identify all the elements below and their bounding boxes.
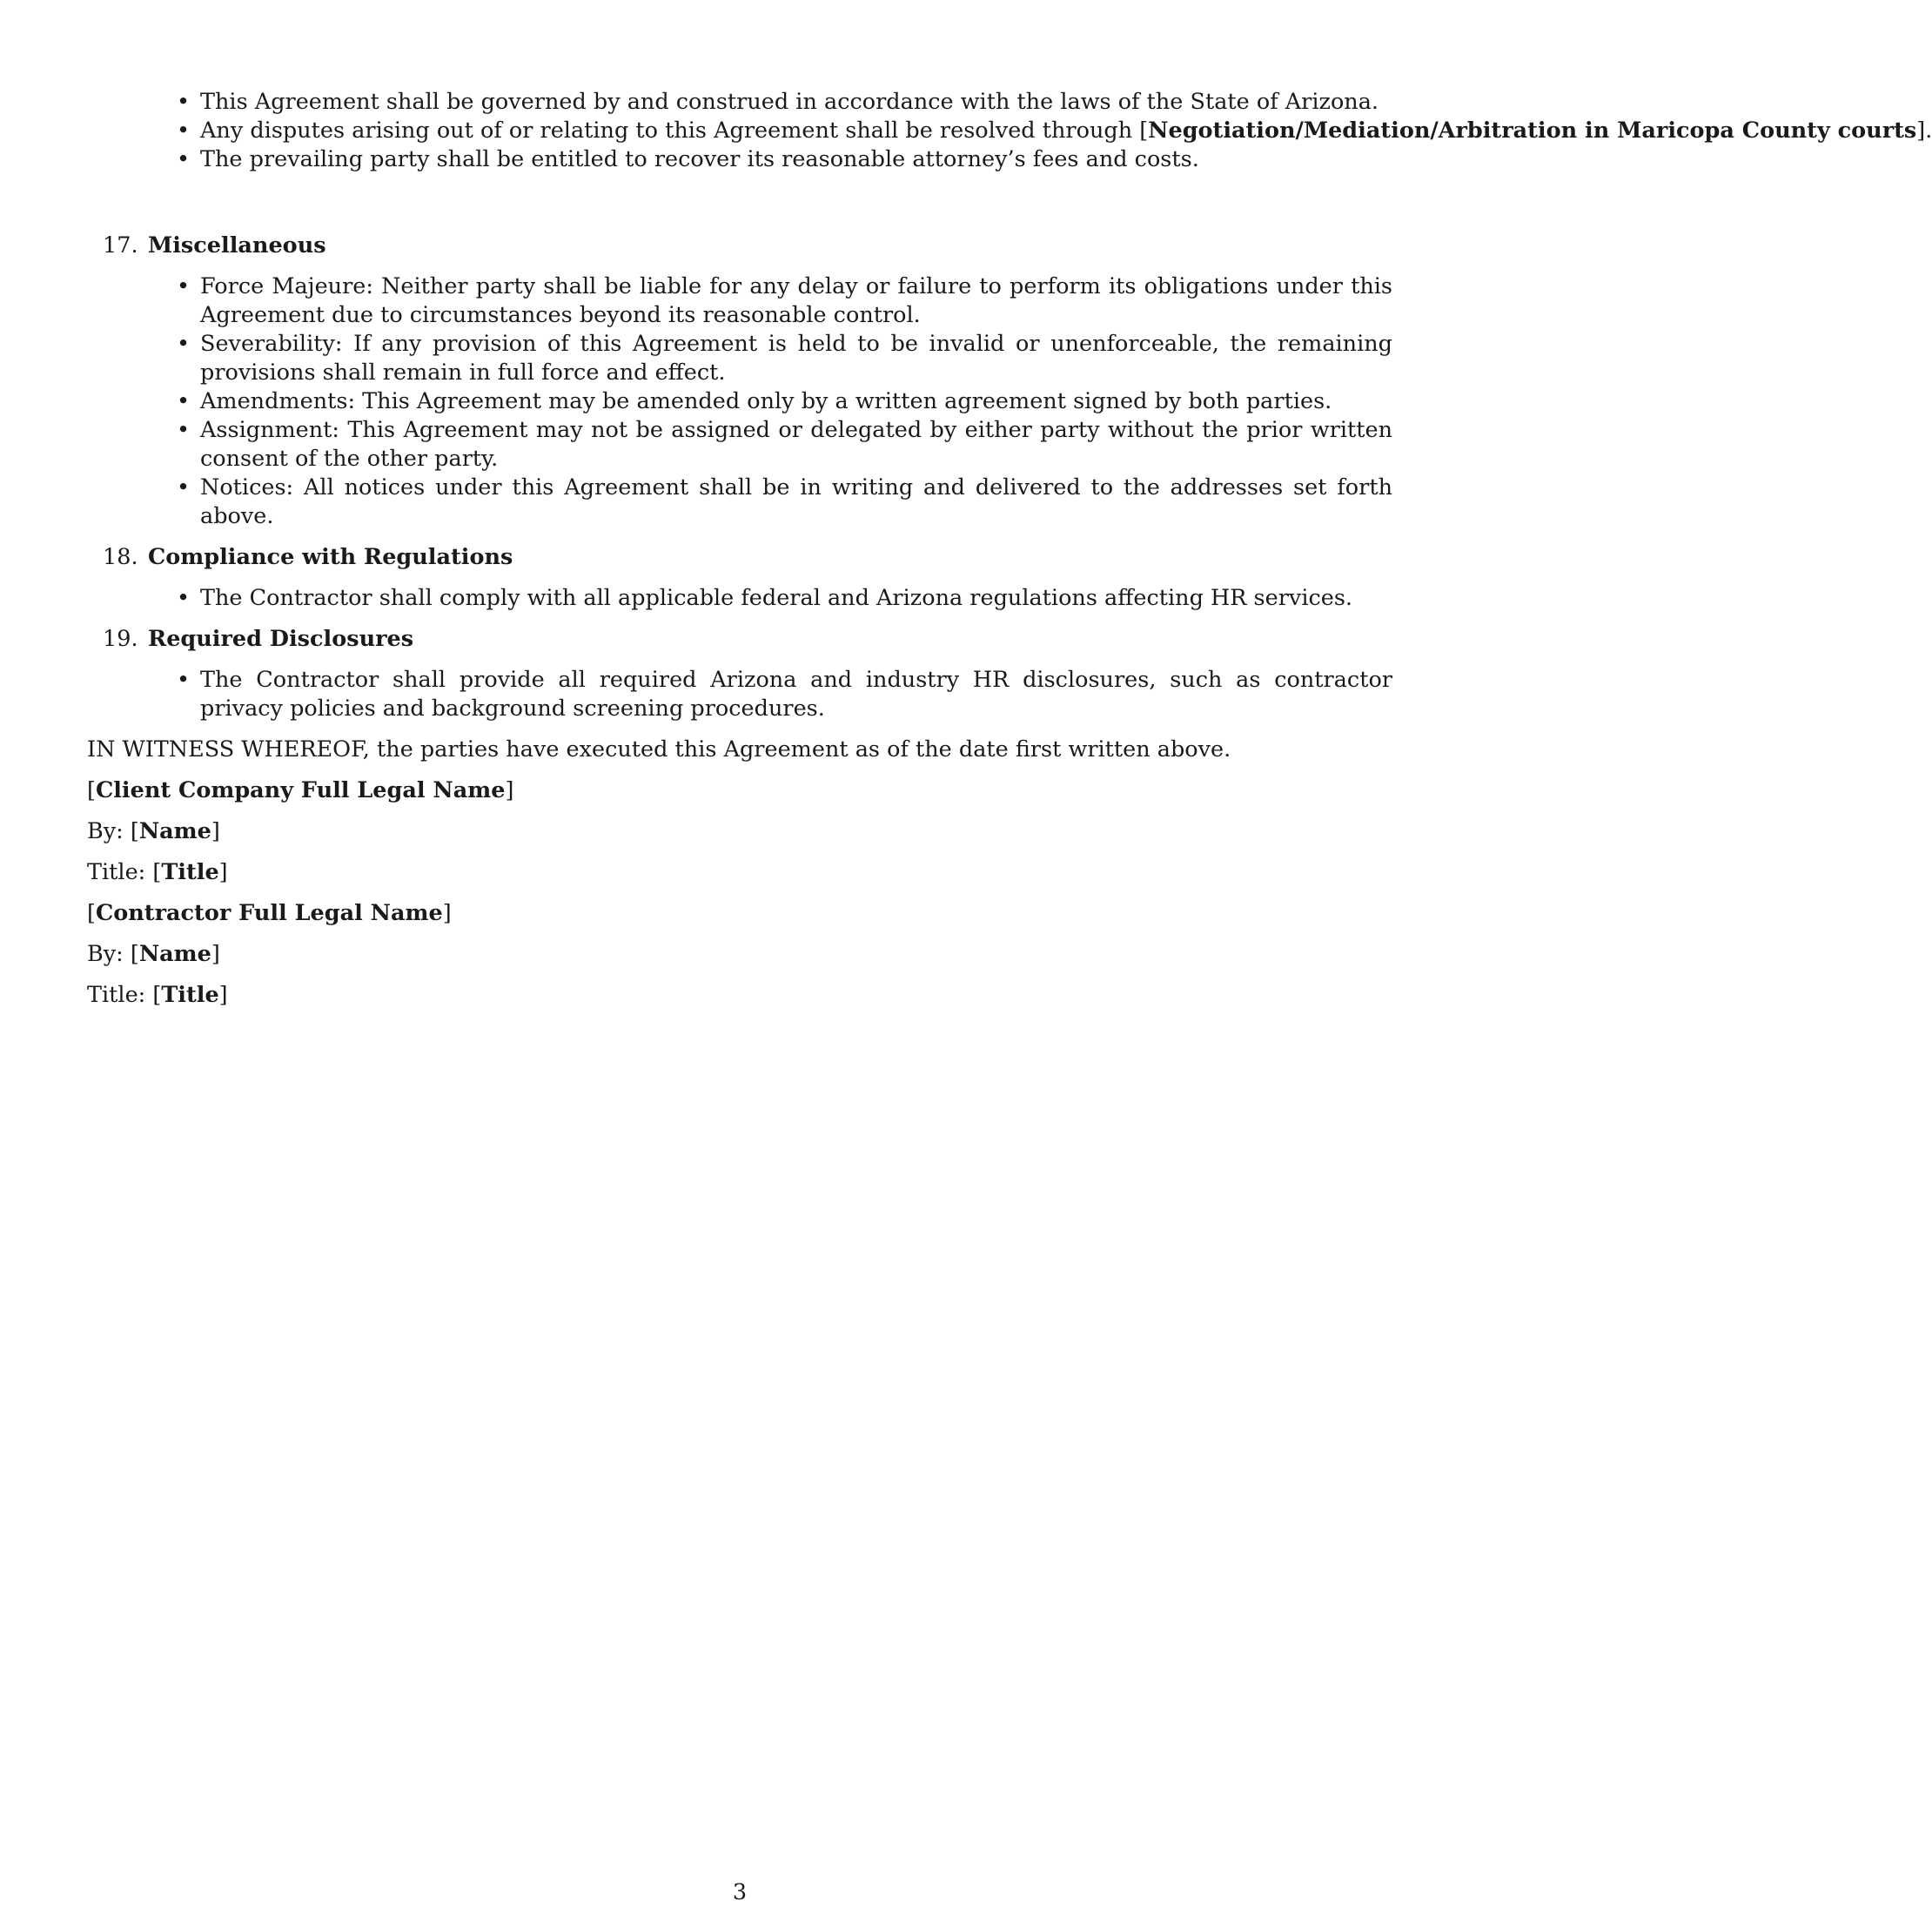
client-party-label: Client Company Full Legal Name: [95, 777, 506, 803]
list-item: [0, 145, 1479, 174]
bullet-icon: •: [177, 273, 191, 299]
client-by-line: By: [Name]: [87, 818, 220, 844]
governing-law-list: [0, 88, 1932, 174]
disclosures-text: The Contractor shall provide all required Arizona and industry HR disclosures, such as contractor privacy policies and background screening procedures.: [200, 667, 1392, 722]
list-item: [0, 666, 1479, 723]
list-item: [0, 474, 1479, 531]
contractor-signer-title: Title: [161, 982, 219, 1008]
amendments-text: Amendments: This Agreement may be amended only by a written agreement signed by both parties.: [200, 388, 1332, 414]
list-item: [0, 88, 1479, 117]
notices-text: Notices: All notices under this Agreement shall be in writing and delivered to the addresses set forth above.: [200, 474, 1392, 529]
section-18-list: [0, 584, 1479, 613]
bullet-icon: •: [177, 146, 191, 172]
page-number: 3: [732, 1879, 748, 1905]
client-signer-name: Name: [138, 818, 211, 844]
bullet-icon: •: [177, 585, 191, 611]
list-item: [0, 416, 1479, 474]
bullet-icon: •: [177, 118, 191, 144]
contractor-title-line: Title: [Title]: [87, 982, 228, 1008]
section-number: 17.: [103, 232, 138, 259]
governing-law-text: This Agreement shall be governed by and construed in accordance with the laws of the State of Arizona.: [200, 89, 1379, 115]
disputes-suffix: ].: [1916, 118, 1932, 144]
disputes-prefix: Any disputes arising out of or relating to this Agreement shall be resolved through [: [200, 118, 1149, 144]
assignment-text: Assignment: This Agreement may not be assigned or delegated by either party without the prior written consent of the other party.: [200, 417, 1392, 472]
section-title: Miscellaneous: [148, 232, 326, 259]
list-item: [0, 272, 1479, 330]
section-title: Compliance with Regulations: [148, 544, 513, 570]
contractor-by-line: By: [Name]: [87, 941, 220, 967]
section-17-heading: [0, 232, 1479, 260]
client-title-line: Title: [Title]: [87, 859, 228, 885]
top-bullets-block: [0, 88, 1932, 174]
compliance-text: The Contractor shall comply with all applicable federal and Arizona regulations affecting HR services.: [200, 585, 1353, 611]
contractor-party-name: [Contractor Full Legal Name]: [87, 900, 452, 926]
list-item: [0, 584, 1479, 613]
disputes-resolution-method: Negotiation/Mediation/Arbitration in Maricopa County courts: [1148, 118, 1917, 144]
list-item: [0, 330, 1479, 387]
section-17-list: [0, 272, 1479, 531]
bullet-icon: •: [177, 667, 191, 693]
bullet-icon: •: [177, 474, 191, 501]
bullet-icon: •: [177, 89, 191, 115]
severability-text: Severability: If any provision of this Agreement is held to be invalid or unenforceable, the remaining provisions shall remain in full force and effect.: [200, 331, 1392, 386]
sections-block: [0, 219, 1479, 1022]
client-party-name: [Client Company Full Legal Name]: [87, 777, 514, 803]
witness-clause: IN WITNESS WHEREOF, the parties have executed this Agreement as of the date first written above.: [87, 736, 1231, 763]
contractor-party-label: Contractor Full Legal Name: [95, 900, 443, 926]
title-label: Title:: [87, 859, 146, 885]
title-label: Title:: [87, 982, 146, 1008]
attorney-fees-text: The prevailing party shall be entitled to recover its reasonable attorney’s fees and costs.: [200, 146, 1199, 172]
bullet-icon: •: [177, 331, 191, 357]
section-19-heading: [0, 625, 1479, 654]
section-19-list: [0, 666, 1479, 723]
disputes-line: [200, 117, 1932, 145]
force-majeure-text: Force Majeure: Neither party shall be liable for any delay or failure to perform its obligations under this Agreement due to circumstances beyond its reasonable control.: [200, 273, 1392, 328]
by-label: By:: [87, 818, 124, 844]
section-number: 18.: [103, 544, 138, 570]
list-item: [0, 387, 1479, 416]
section-title: Required Disclosures: [148, 626, 414, 652]
contractor-signer-name: Name: [138, 941, 211, 967]
client-signer-title: Title: [161, 859, 219, 885]
bullet-icon: •: [177, 388, 191, 414]
list-item: [0, 117, 1932, 145]
by-label: By:: [87, 941, 124, 967]
bullet-icon: •: [177, 417, 191, 443]
section-18-heading: [0, 543, 1479, 572]
section-number: 19.: [103, 626, 138, 652]
